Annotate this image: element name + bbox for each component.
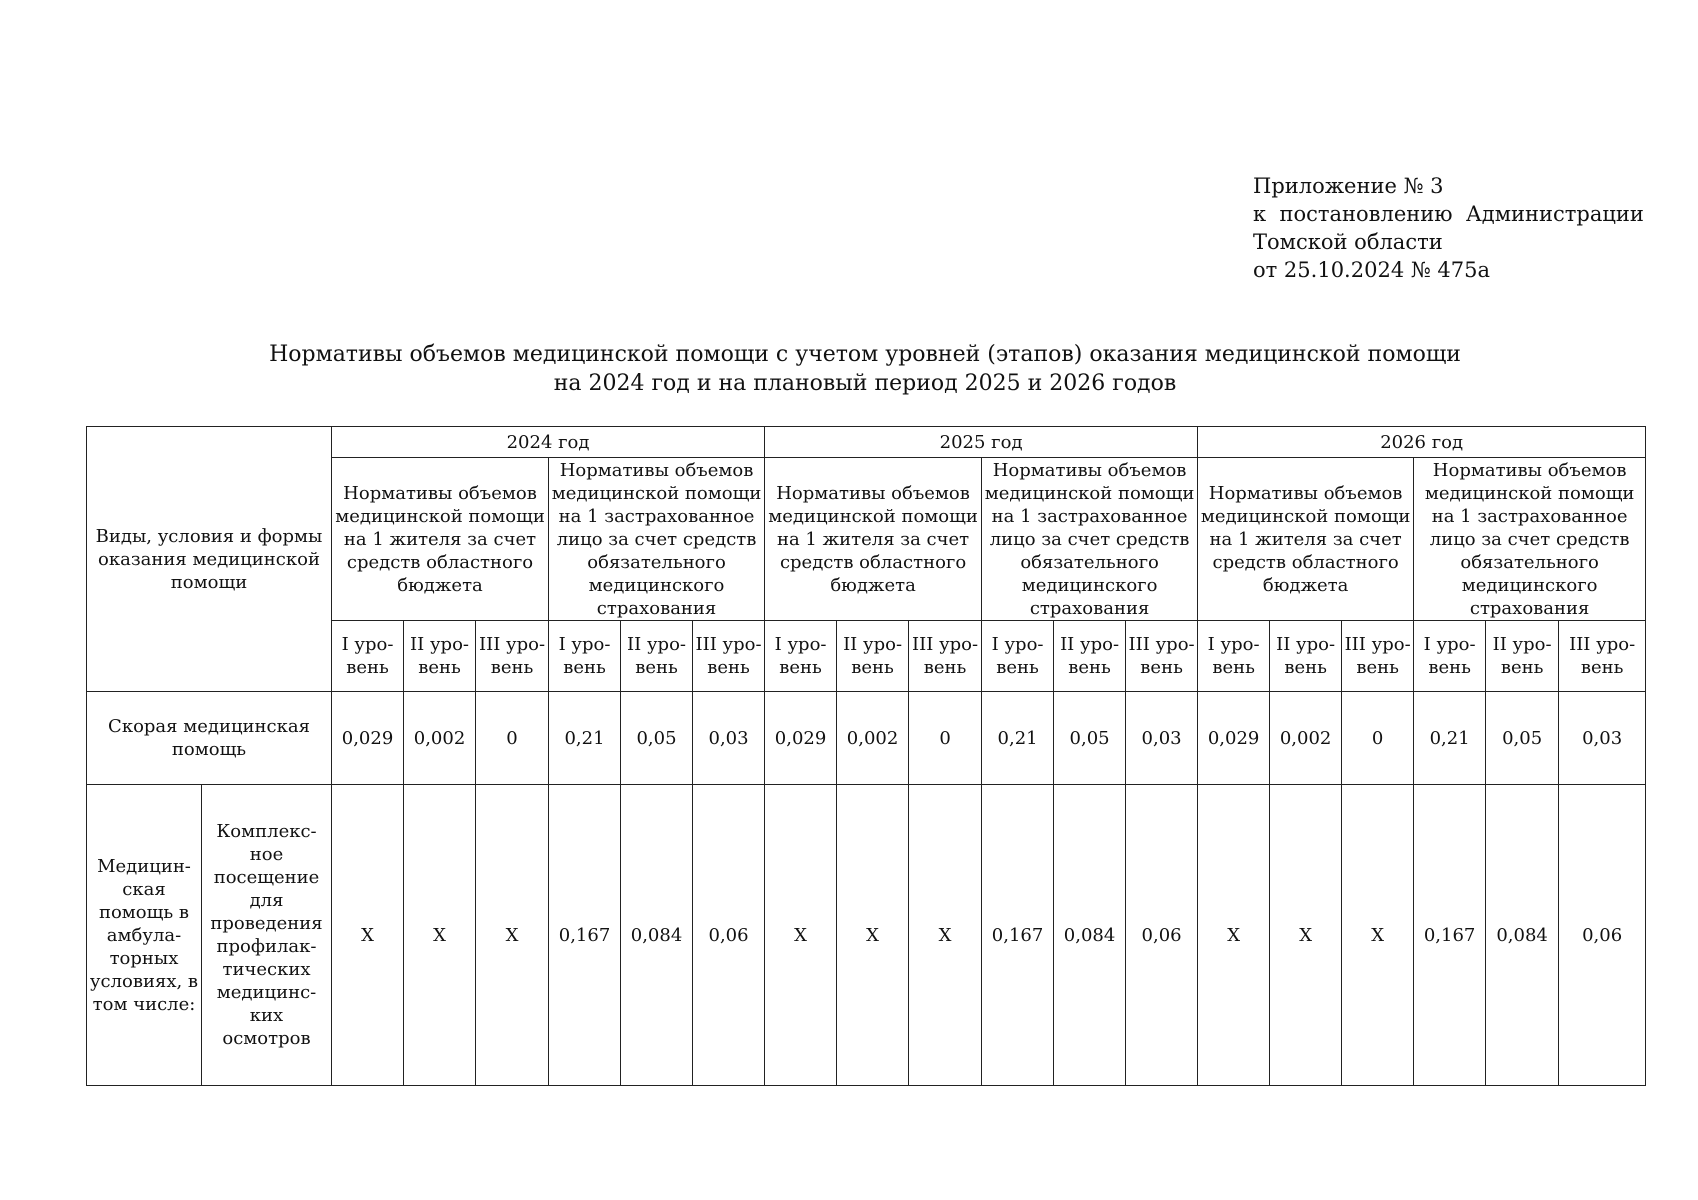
table-cell: 0,029 [332, 692, 404, 785]
group-header-insurance: Нормативы объемов медицинской помощи на 1 застрахованное лицо за счет средств обязательного медицинского страхования [982, 458, 1198, 621]
group-header-insurance: Нормативы объемов медицинской помощи на 1 застрахованное лицо за счет средств обязательного медицинского страхования [1414, 458, 1646, 621]
level-header: I уро-вень [982, 621, 1054, 692]
table-cell: 0,03 [1126, 692, 1198, 785]
table-cell: 0,21 [1414, 692, 1486, 785]
level-header: I уро-вень [765, 621, 837, 692]
table-cell: Х [1198, 785, 1270, 1086]
table-row [87, 785, 1646, 1086]
table-cell: 0,167 [549, 785, 621, 1086]
level-header: III уро-вень [693, 621, 765, 692]
table-cell: Х [909, 785, 982, 1086]
group-header-budget: Нормативы объемов медицинской помощи на 1 жителя за счет средств областного бюджета [332, 458, 549, 621]
group-header-budget: Нормативы объемов медицинской помощи на 1 жителя за счет средств областного бюджета [1198, 458, 1414, 621]
table-cell: Х [476, 785, 549, 1086]
table-cell: 0,029 [765, 692, 837, 785]
level-header: II уро-вень [1486, 621, 1559, 692]
table-cell: 0 [1342, 692, 1414, 785]
table-cell: 0,084 [1486, 785, 1559, 1086]
level-header: II уро-вень [404, 621, 476, 692]
year-header: 2024 год [332, 427, 765, 458]
document-title [200, 340, 1530, 398]
table-cell: 0,167 [1414, 785, 1486, 1086]
table-cell: 0,21 [982, 692, 1054, 785]
table-cell: Х [1342, 785, 1414, 1086]
level-header: II уро-вень [1270, 621, 1342, 692]
table-cell: 0,167 [982, 785, 1054, 1086]
level-header: II уро-вень [1054, 621, 1126, 692]
level-header: I уро-вень [549, 621, 621, 692]
appendix-line-3: Томской области [1253, 230, 1443, 254]
appendix-line-1: Приложение № 3 [1253, 174, 1444, 198]
table-cell: 0 [476, 692, 549, 785]
table-cell: Х [837, 785, 909, 1086]
appendix-block [1253, 172, 1644, 284]
table-cell: 0,21 [549, 692, 621, 785]
table-cell: 0,05 [1486, 692, 1559, 785]
norms-table [86, 426, 1646, 1086]
appendix-line-4: от 25.10.2024 № 475а [1253, 258, 1490, 282]
table-cell: 0 [909, 692, 982, 785]
level-header: II уро-вень [837, 621, 909, 692]
table-cell: Х [332, 785, 404, 1086]
level-header: III уро-вень [909, 621, 982, 692]
level-header: III уро-вень [1126, 621, 1198, 692]
table-cell: 0,05 [1054, 692, 1126, 785]
level-header: I уро-вень [1414, 621, 1486, 692]
level-header: III уро-вень [1342, 621, 1414, 692]
row-label: Медицин-ская помощь в амбула-торных условиях, в том числе: [87, 785, 202, 1086]
table-row [87, 692, 1646, 785]
level-header: I уро-вень [1198, 621, 1270, 692]
table-cell: 0,002 [837, 692, 909, 785]
table-cell: 0,06 [1126, 785, 1198, 1086]
year-header: 2025 год [765, 427, 1198, 458]
table-cell: 0,06 [1559, 785, 1646, 1086]
level-header: III уро-вень [476, 621, 549, 692]
level-header: III уро-вень [1559, 621, 1646, 692]
year-header-row [87, 427, 1646, 458]
table-cell: Х [1270, 785, 1342, 1086]
table-cell: 0,06 [693, 785, 765, 1086]
row-header-cell: Виды, условия и формы оказания медицинской помощи [87, 427, 332, 692]
title-line-1: Нормативы объемов медицинской помощи с учетом уровней (этапов) оказания медицинской помощи [269, 342, 1461, 367]
table-cell: 0,084 [1054, 785, 1126, 1086]
table-cell: 0,002 [404, 692, 476, 785]
appendix-line-2: к постановлению Администрации [1253, 202, 1644, 226]
row-sublabel: Комплекс-ное посещение для проведения профилак-тических медицинс-ких осмотров [202, 785, 332, 1086]
level-header: I уро-вень [332, 621, 404, 692]
table-cell: 0,03 [693, 692, 765, 785]
table-cell: 0,03 [1559, 692, 1646, 785]
year-header: 2026 год [1198, 427, 1646, 458]
group-header-budget: Нормативы объемов медицинской помощи на 1 жителя за счет средств областного бюджета [765, 458, 982, 621]
level-header: II уро-вень [621, 621, 693, 692]
table-cell: Х [765, 785, 837, 1086]
table-cell: 0,05 [621, 692, 693, 785]
table-cell: Х [404, 785, 476, 1086]
table-cell: 0,084 [621, 785, 693, 1086]
title-line-2: на 2024 год и на плановый период 2025 и 2026 годов [553, 371, 1177, 396]
table-cell: 0,002 [1270, 692, 1342, 785]
row-label: Скорая медицинская помощь [87, 692, 332, 785]
table-cell: 0,029 [1198, 692, 1270, 785]
group-header-insurance: Нормативы объемов медицинской помощи на 1 застрахованное лицо за счет средств обязательного медицинского страхования [549, 458, 765, 621]
